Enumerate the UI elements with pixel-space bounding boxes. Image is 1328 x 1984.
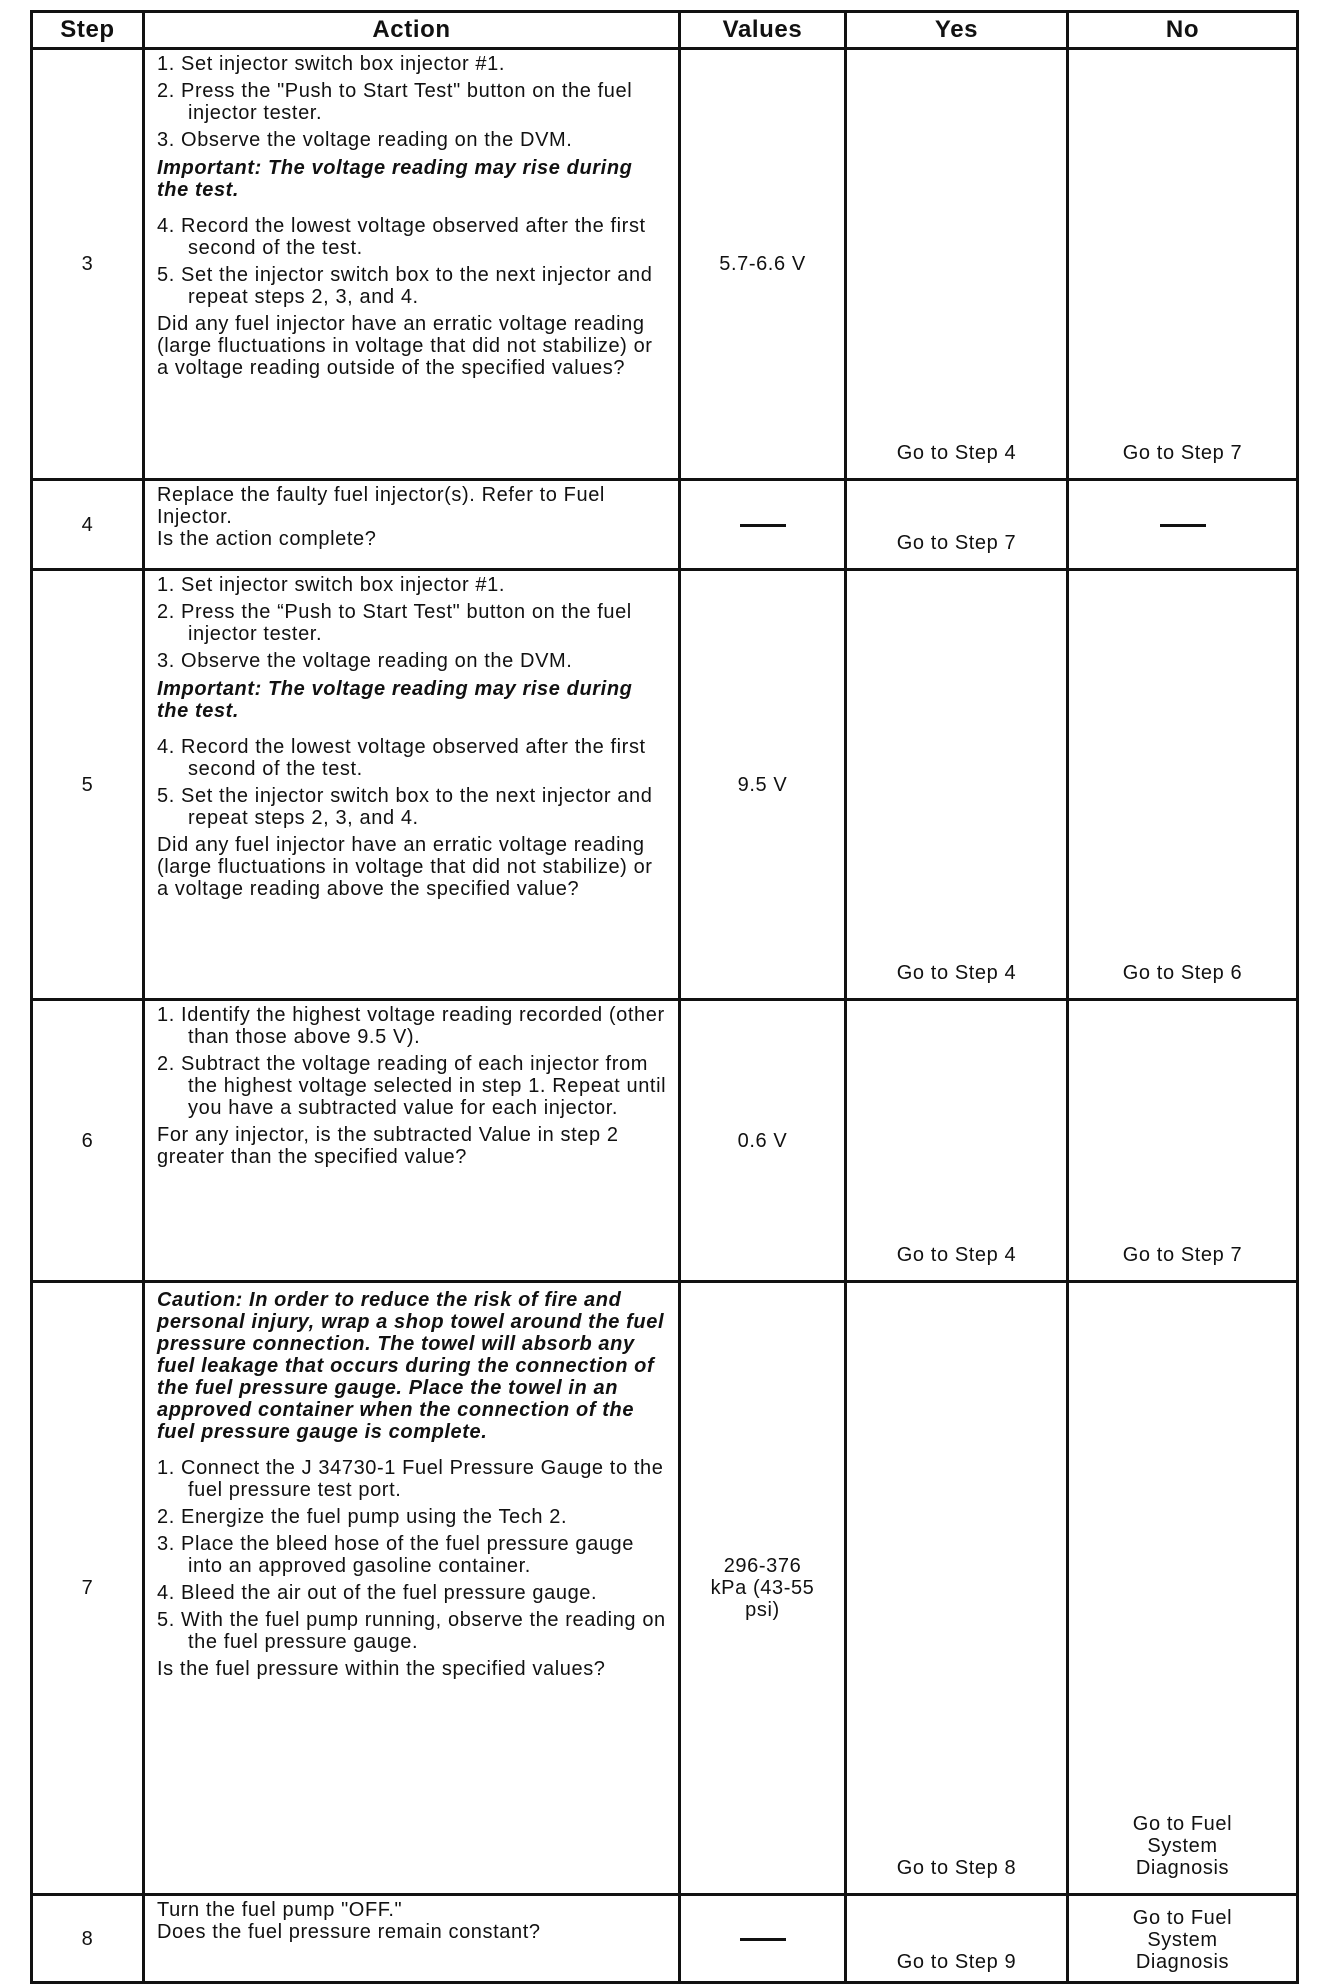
action-item: 2. Subtract the voltage reading of each injector from the highest voltage selected in step 1. Repeat until you have a subtracted value for each injector. <box>157 1053 667 1119</box>
action-item: 4. Bleed the air out of the fuel pressure gauge. <box>157 1582 598 1604</box>
diagnostic-table <box>30 10 1299 1984</box>
header-step: Step <box>32 12 144 49</box>
action-cell <box>144 570 680 1000</box>
step-number: 5 <box>32 570 144 1000</box>
step-number: 4 <box>32 480 144 570</box>
action-item: 5. Set the injector switch box to the next injector and repeat steps 2, 3, and 4. <box>157 264 653 308</box>
action-question: Is the fuel pressure within the specified values? <box>157 1658 606 1680</box>
yes-cell: Go to Step 8 <box>846 1282 1068 1895</box>
action-question: Does the fuel pressure remain constant? <box>157 1921 541 1943</box>
action-question: Did any fuel injector have an erratic voltage reading (large fluctuations in voltage that did not stabilize) or a voltage reading outside of the specified values? <box>157 313 653 379</box>
value-cell: 9.5 V <box>680 570 846 1000</box>
action-cell <box>144 1000 680 1282</box>
no-cell <box>1068 1895 1298 1983</box>
action-text: Turn the fuel pump "OFF." <box>157 1899 403 1921</box>
action-text: Replace the faulty fuel injector(s). Refer to Fuel Injector. <box>157 484 605 528</box>
header-no: No <box>1068 12 1298 49</box>
action-cell <box>144 49 680 480</box>
yes-cell: Go to Step 4 <box>846 49 1068 480</box>
action-cell <box>144 480 680 570</box>
table-row <box>32 1895 1298 1983</box>
header-action: Action <box>144 12 680 49</box>
action-item: 1. Connect the J 34730-1 Fuel Pressure Gauge to the fuel pressure test port. <box>157 1457 664 1501</box>
header-yes: Yes <box>846 12 1068 49</box>
yes-cell: Go to Step 4 <box>846 570 1068 1000</box>
action-item: 2. Press the “Push to Start Test" button on the fuel injector tester. <box>157 601 632 645</box>
value-cell <box>680 1282 846 1895</box>
caution-note: Caution: In order to reduce the risk of fire and personal injury, wrap a shop towel around the fuel pressure connection. The towel will absorb any fuel leakage that occurs during the connection of the fuel pressure gauge. Place the towel in an approved container when the connection of the fuel pressure gauge is complete. <box>157 1289 665 1443</box>
action-item: 5. With the fuel pump running, observe the reading on the fuel pressure gauge. <box>157 1609 666 1653</box>
header-values: Values <box>680 12 846 49</box>
yes-cell: Go to Step 4 <box>846 1000 1068 1282</box>
action-item: 1. Set injector switch box injector #1. <box>157 53 505 75</box>
action-item: 3. Place the bleed hose of the fuel pressure gauge into an approved gasoline container. <box>157 1533 634 1577</box>
action-item: 2. Press the "Push to Start Test" button on the fuel injector tester. <box>157 80 633 124</box>
dash-marker <box>740 1938 786 1941</box>
no-cell: Go to Step 7 <box>1068 1000 1298 1282</box>
header-row <box>32 12 1298 49</box>
action-cell <box>144 1895 680 1983</box>
action-question: Is the action complete? <box>157 528 377 550</box>
no-cell <box>1068 1282 1298 1895</box>
yes-cell: Go to Step 7 <box>846 480 1068 570</box>
action-item: 4. Record the lowest voltage observed after the first second of the test. <box>157 736 646 780</box>
table-row <box>32 1000 1298 1282</box>
step-number: 8 <box>32 1895 144 1983</box>
step-number: 7 <box>32 1282 144 1895</box>
no-cell: Go to Step 7 <box>1068 49 1298 480</box>
action-item: 3. Observe the voltage reading on the DVM. <box>157 129 573 151</box>
dash-marker <box>1160 524 1206 527</box>
step-number: 3 <box>32 49 144 480</box>
no-cell <box>1068 480 1298 570</box>
action-question: For any injector, is the subtracted Value in step 2 greater than the specified value? <box>157 1124 619 1168</box>
action-item: 1. Set injector switch box injector #1. <box>157 574 505 596</box>
value-cell: 5.7-6.6 V <box>680 49 846 480</box>
action-item: 5. Set the injector switch box to the next injector and repeat steps 2, 3, and 4. <box>157 785 653 829</box>
dash-marker <box>740 524 786 527</box>
no-text: Go to Fuel System Diagnosis <box>1132 1907 1233 1973</box>
table-row <box>32 480 1298 570</box>
value-cell <box>680 1895 846 1983</box>
important-note: Important: The voltage reading may rise during the test. <box>157 157 633 201</box>
action-item: 4. Record the lowest voltage observed after the first second of the test. <box>157 215 646 259</box>
no-cell: Go to Step 6 <box>1068 570 1298 1000</box>
action-item: 2. Energize the fuel pump using the Tech 2. <box>157 1506 568 1528</box>
table-row <box>32 570 1298 1000</box>
action-cell <box>144 1282 680 1895</box>
action-item: 1. Identify the highest voltage reading recorded (other than those above 9.5 V). <box>157 1004 665 1048</box>
no-text: Go to Fuel System Diagnosis <box>1132 1813 1233 1879</box>
action-item: 3. Observe the voltage reading on the DVM. <box>157 650 573 672</box>
action-question: Did any fuel injector have an erratic voltage reading (large fluctuations in voltage that did not stabilize) or a voltage reading above the specified value? <box>157 834 653 900</box>
table-row <box>32 49 1298 480</box>
table-row <box>32 1282 1298 1895</box>
important-note: Important: The voltage reading may rise during the test. <box>157 678 633 722</box>
value-cell <box>680 480 846 570</box>
value-cell: 0.6 V <box>680 1000 846 1282</box>
step-number: 6 <box>32 1000 144 1282</box>
value-text: 296-376 kPa (43-55 psi) <box>710 1555 815 1621</box>
yes-cell: Go to Step 9 <box>846 1895 1068 1983</box>
